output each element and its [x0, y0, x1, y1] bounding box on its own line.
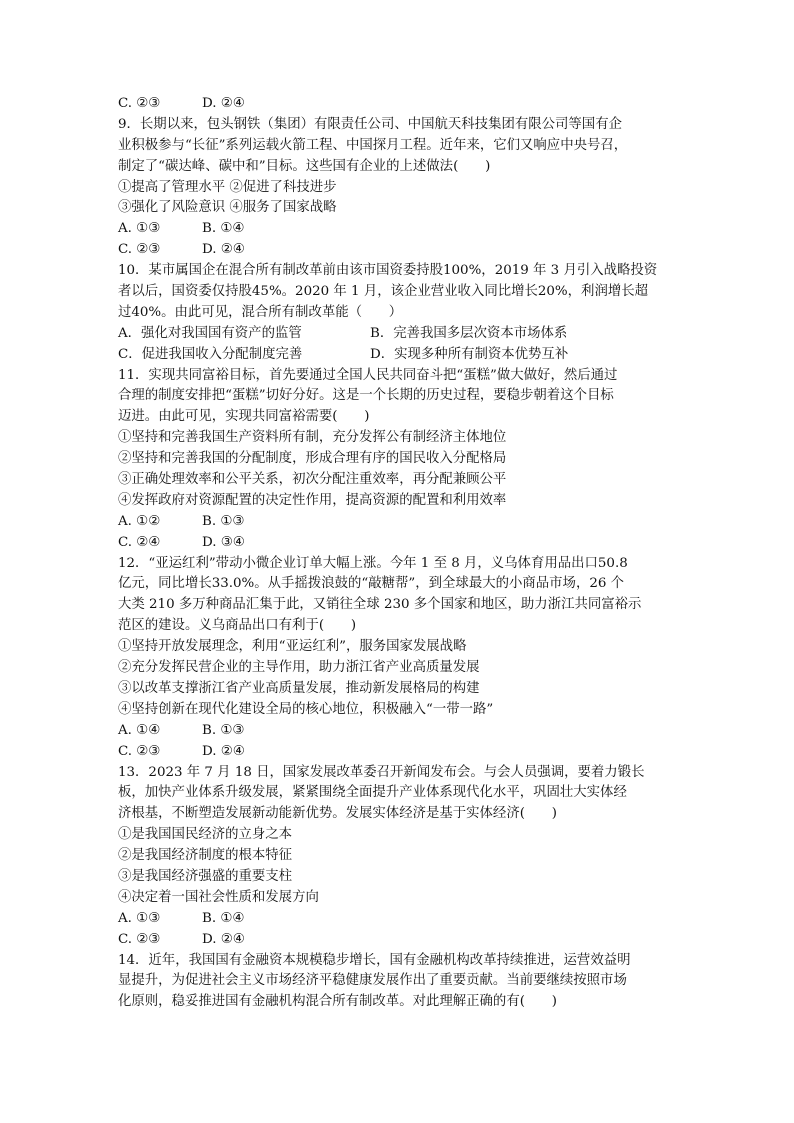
text-line: ③强化了风险意识 ④服务了国家战略	[118, 200, 337, 216]
answer-option: C. ②④	[118, 534, 161, 550]
text-line: 显提升，为促进社会主义市场经济平稳健康发展作出了重要贡献。当前要继续按照市场	[118, 973, 627, 989]
answer-option: D．实现多种所有制资本优势互补	[370, 346, 569, 362]
answer-option: D. ③④	[202, 534, 245, 550]
text-line: 制定了“碳达峰、碳中和”目标。这些国有企业的上述做法( )	[118, 158, 491, 174]
answer-option: B. ①③	[202, 722, 245, 738]
text-line: ③是我国经济强盛的重要支柱	[118, 868, 293, 884]
text-line: ④决定着一国社会性质和发展方向	[118, 889, 319, 905]
answer-option: A. ①③	[118, 910, 161, 926]
answer-options-row	[118, 324, 684, 345]
text-line: 合理的制度安排把“蛋糕”切好分好。这是一个长期的历史过程，要稳步朝着这个目标	[118, 388, 614, 404]
text-line: 13．2023 年 7 月 18 日，国家发展改革委召开新闻发布会。与会人员强调，要着力锻长	[118, 764, 645, 780]
answer-option: D. ②④	[202, 242, 245, 258]
answer-options-row	[118, 930, 684, 951]
text-line: ①提高了管理水平 ②促进了科技进步	[118, 179, 337, 195]
answer-option: C. ②③	[118, 242, 161, 258]
text-line: ②坚持和完善我国的分配制度，形成合理有序的国民收入分配格局	[118, 451, 507, 467]
answer-option: C. ②③	[118, 743, 161, 759]
text-line: ②是我国经济制度的根本特征	[118, 848, 293, 864]
text-line: 9．长期以来，包头钢铁（集团）有限责任公司、中国航天科技集团有限公司等国有企	[118, 116, 622, 132]
text-line: ①坚持开放发展理念，利用“亚运红利”，服务国家发展战略	[118, 639, 467, 655]
text-line: 大类 210 多万种商品汇集于此，又销往全球 230 多个国家和地区，助力浙江共同富裕示	[118, 597, 642, 613]
answer-option: B. ①③	[202, 513, 245, 529]
text-line: 迈进。由此可见，实现共同富裕需要( )	[118, 409, 370, 425]
text-line: ①坚持和完善我国生产资料所有制，充分发挥公有制经济主体地位	[118, 430, 507, 446]
text-line: 亿元，同比增长33.0%。从手摇拨浪鼓的“敲糖帮”，到全球最大的小商品市场，26 个	[118, 576, 625, 592]
text-line: 业积极参与“长征”系列运载火箭工程、中国探月工程。近年来，它们又响应中央号召，	[118, 137, 628, 153]
answer-options-row	[118, 345, 684, 366]
text-line: ③正确处理效率和公平关系，初次分配注重效率，再分配兼顾公平	[118, 472, 507, 488]
text-line: 14．近年，我国国有金融资本规模稳步增长，国有金融机构改革持续推进，运营效益明	[118, 952, 631, 968]
answer-option: A．强化对我国国有资产的监管	[118, 325, 302, 341]
answer-options-row	[118, 721, 684, 742]
text-line: 范区的建设。义乌商品出口有利于( )	[118, 618, 357, 634]
answer-option: A. ①③	[118, 221, 161, 237]
text-line: ①是我国国民经济的立身之本	[118, 827, 293, 843]
answer-option: C．促进我国收入分配制度完善	[118, 346, 303, 362]
text-line: 10．某市属国企在混合所有制改革前由该市国资委持股100%，2019 年 3 月引入战略投资	[118, 263, 658, 279]
answer-option: A. ①②	[118, 513, 161, 529]
answer-options-row	[118, 240, 684, 261]
text-line: ④坚持创新在现代化建设全局的核心地位，积极融入“一带一路”	[118, 701, 494, 717]
answer-option: B. ①④	[202, 221, 245, 237]
text-line: 11．实现共同富裕目标，首先要通过全国人民共同奋斗把“蛋糕”做大做好，然后通过	[118, 367, 618, 383]
answer-option: B. ①④	[202, 910, 245, 926]
text-line: ②充分发挥民营企业的主导作用，助力浙江省产业高质量发展	[118, 660, 480, 676]
answer-option: D. ②④	[202, 931, 245, 947]
answer-options-row	[118, 94, 684, 115]
text-line: 者以后，国资委仅持股45%。2020 年 1 月，该企业营业收入同比增长20%，利润增长超	[118, 284, 648, 300]
text-line: 济根基，不断塑造发展新动能新优势。发展实体经济是基于实体经济( )	[118, 806, 557, 822]
exam-page	[118, 94, 684, 1013]
text-line: 12．“亚运红利”带动小微企业订单大幅上涨。今年 1 至 8 月，义乌体育用品出口50.8	[118, 555, 628, 571]
text-line: 过40%。由此可见，混合所有制改革能（ ）	[118, 304, 403, 320]
answer-option: B．完善我国多层次资本市场体系	[370, 325, 568, 341]
text-line: 板，加快产业体系升级发展，紧紧围绕全面提升产业体系现代化水平，巩固壮大实体经	[118, 785, 627, 801]
text-line: ③以改革支撑浙江省产业高质量发展，推动新发展格局的构建	[118, 680, 480, 696]
answer-options-row	[118, 512, 684, 533]
answer-option: C. ②③	[118, 96, 161, 111]
text-line: ④发挥政府对资源配置的决定性作用，提高资源的配置和利用效率	[118, 492, 507, 508]
answer-options-row	[118, 742, 684, 763]
text-line: 化原则，稳妥推进国有金融机构混合所有制改革。对此理解正确的有( )	[118, 994, 557, 1010]
answer-options-row	[118, 533, 684, 554]
answer-option: C. ②③	[118, 931, 161, 947]
answer-option: D. ②④	[202, 743, 245, 759]
answer-option: D. ②④	[202, 96, 245, 111]
answer-option: A. ①④	[118, 722, 161, 738]
answer-options-row	[118, 219, 684, 240]
answer-options-row	[118, 909, 684, 930]
